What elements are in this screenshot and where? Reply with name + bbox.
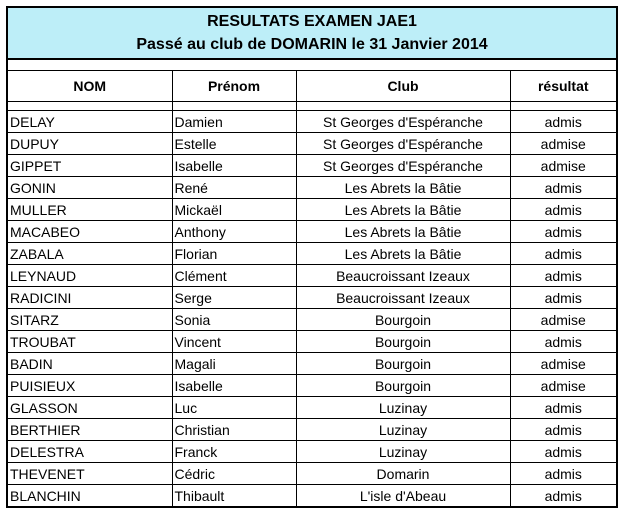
header-gap-row: [8, 102, 616, 111]
table-row: [8, 221, 616, 243]
cell-prenom: Sonia: [172, 309, 296, 331]
cell-prenom: Clément: [172, 265, 296, 287]
cell-resultat: admise: [510, 309, 616, 331]
cell-club: Les Abrets la Bâtie: [296, 221, 510, 243]
cell-nom: TROUBAT: [8, 331, 172, 353]
cell-nom: MACABEO: [8, 221, 172, 243]
table-row: [8, 353, 616, 375]
cell-nom: BLANCHIN: [8, 485, 172, 507]
cell-club: Les Abrets la Bâtie: [296, 199, 510, 221]
table-row: [8, 111, 616, 133]
table-row: [8, 331, 616, 353]
cell-resultat: admis: [510, 419, 616, 441]
cell-nom: BERTHIER: [8, 419, 172, 441]
cell-club: Luzinay: [296, 441, 510, 463]
results-table: [8, 71, 617, 506]
cell-prenom: Luc: [172, 397, 296, 419]
cell-nom: GIPPET: [8, 155, 172, 177]
cell-nom: DELESTRA: [8, 441, 172, 463]
cell-club: Luzinay: [296, 397, 510, 419]
cell-nom: PUISIEUX: [8, 375, 172, 397]
cell-club: St Georges d'Espéranche: [296, 111, 510, 133]
cell-resultat: admis: [510, 331, 616, 353]
table-row: [8, 287, 616, 309]
results-sheet: [6, 6, 618, 508]
cell-nom: RADICINI: [8, 287, 172, 309]
cell-club: Domarin: [296, 463, 510, 485]
table-row: [8, 133, 616, 155]
cell-nom: DELAY: [8, 111, 172, 133]
cell-club: Beaucroissant Izeaux: [296, 265, 510, 287]
cell-prenom: René: [172, 177, 296, 199]
cell-prenom: Damien: [172, 111, 296, 133]
cell-nom: GLASSON: [8, 397, 172, 419]
cell-resultat: admise: [510, 155, 616, 177]
cell-club: L'isle d'Abeau: [296, 485, 510, 507]
cell-prenom: Serge: [172, 287, 296, 309]
cell-club: St Georges d'Espéranche: [296, 155, 510, 177]
table-row: [8, 441, 616, 463]
cell-club: St Georges d'Espéranche: [296, 133, 510, 155]
cell-prenom: Christian: [172, 419, 296, 441]
cell-resultat: admis: [510, 397, 616, 419]
title-spacer: [8, 60, 616, 71]
cell-nom: GONIN: [8, 177, 172, 199]
cell-club: Bourgoin: [296, 375, 510, 397]
cell-prenom: Isabelle: [172, 155, 296, 177]
column-header-club: Club: [296, 71, 510, 102]
table-row: [8, 199, 616, 221]
cell-club: Les Abrets la Bâtie: [296, 243, 510, 265]
cell-prenom: Mickaël: [172, 199, 296, 221]
cell-club: Les Abrets la Bâtie: [296, 177, 510, 199]
table-row: [8, 177, 616, 199]
cell-nom: LEYNAUD: [8, 265, 172, 287]
cell-club: Bourgoin: [296, 353, 510, 375]
cell-prenom: Cédric: [172, 463, 296, 485]
cell-prenom: Magali: [172, 353, 296, 375]
cell-resultat: admis: [510, 177, 616, 199]
column-header-nom: NOM: [8, 71, 172, 102]
cell-prenom: Isabelle: [172, 375, 296, 397]
title-block: [8, 8, 616, 60]
cell-prenom: Anthony: [172, 221, 296, 243]
cell-resultat: admis: [544, 487, 582, 504]
table-row: [8, 155, 616, 177]
cell-club: Bourgoin: [296, 309, 510, 331]
cell-club: Beaucroissant Izeaux: [296, 287, 510, 309]
cell-resultat: admis: [510, 265, 616, 287]
cell-resultat: admise: [510, 375, 616, 397]
cell-nom: BADIN: [8, 353, 172, 375]
cell-resultat: admis: [510, 111, 616, 133]
cell-resultat: admis: [510, 287, 616, 309]
cell-prenom: Estelle: [172, 133, 296, 155]
page-title: RESULTATS EXAMEN JAE1: [207, 13, 417, 30]
cell-prenom: Vincent: [172, 331, 296, 353]
table-row: [8, 265, 616, 287]
cell-resultat: admise: [510, 353, 616, 375]
column-header-prenom: Prénom: [172, 71, 296, 102]
table-row: [8, 243, 616, 265]
cell-resultat: admis: [510, 441, 616, 463]
cell-nom: MULLER: [8, 199, 172, 221]
table-row: [8, 375, 616, 397]
cell-resultat: admis: [510, 463, 616, 485]
cell-resultat: admis: [510, 199, 616, 221]
table-row: [8, 463, 616, 485]
column-header-resultat: résultat: [510, 71, 616, 102]
cell-resultat: admise: [510, 133, 616, 155]
cell-resultat: admis: [510, 221, 616, 243]
cell-club: Luzinay: [296, 419, 510, 441]
cell-nom: DUPUY: [8, 133, 172, 155]
page-subtitle: Passé au club de DOMARIN le 31 Janvier 2014: [136, 36, 488, 53]
cell-prenom: Florian: [172, 243, 296, 265]
table-row: [8, 419, 616, 441]
cell-club: Bourgoin: [296, 331, 510, 353]
cell-nom: THEVENET: [8, 463, 172, 485]
results-body: [8, 111, 616, 507]
cell-nom: ZABALA: [8, 243, 172, 265]
cell-nom: SITARZ: [8, 309, 172, 331]
cell-prenom: Franck: [172, 441, 296, 463]
cell-resultat: admis: [510, 243, 616, 265]
header-row: [8, 71, 616, 102]
table-row: [8, 485, 616, 507]
table-row: [8, 309, 616, 331]
cell-prenom: Thibault: [172, 485, 296, 507]
table-row: [8, 397, 616, 419]
